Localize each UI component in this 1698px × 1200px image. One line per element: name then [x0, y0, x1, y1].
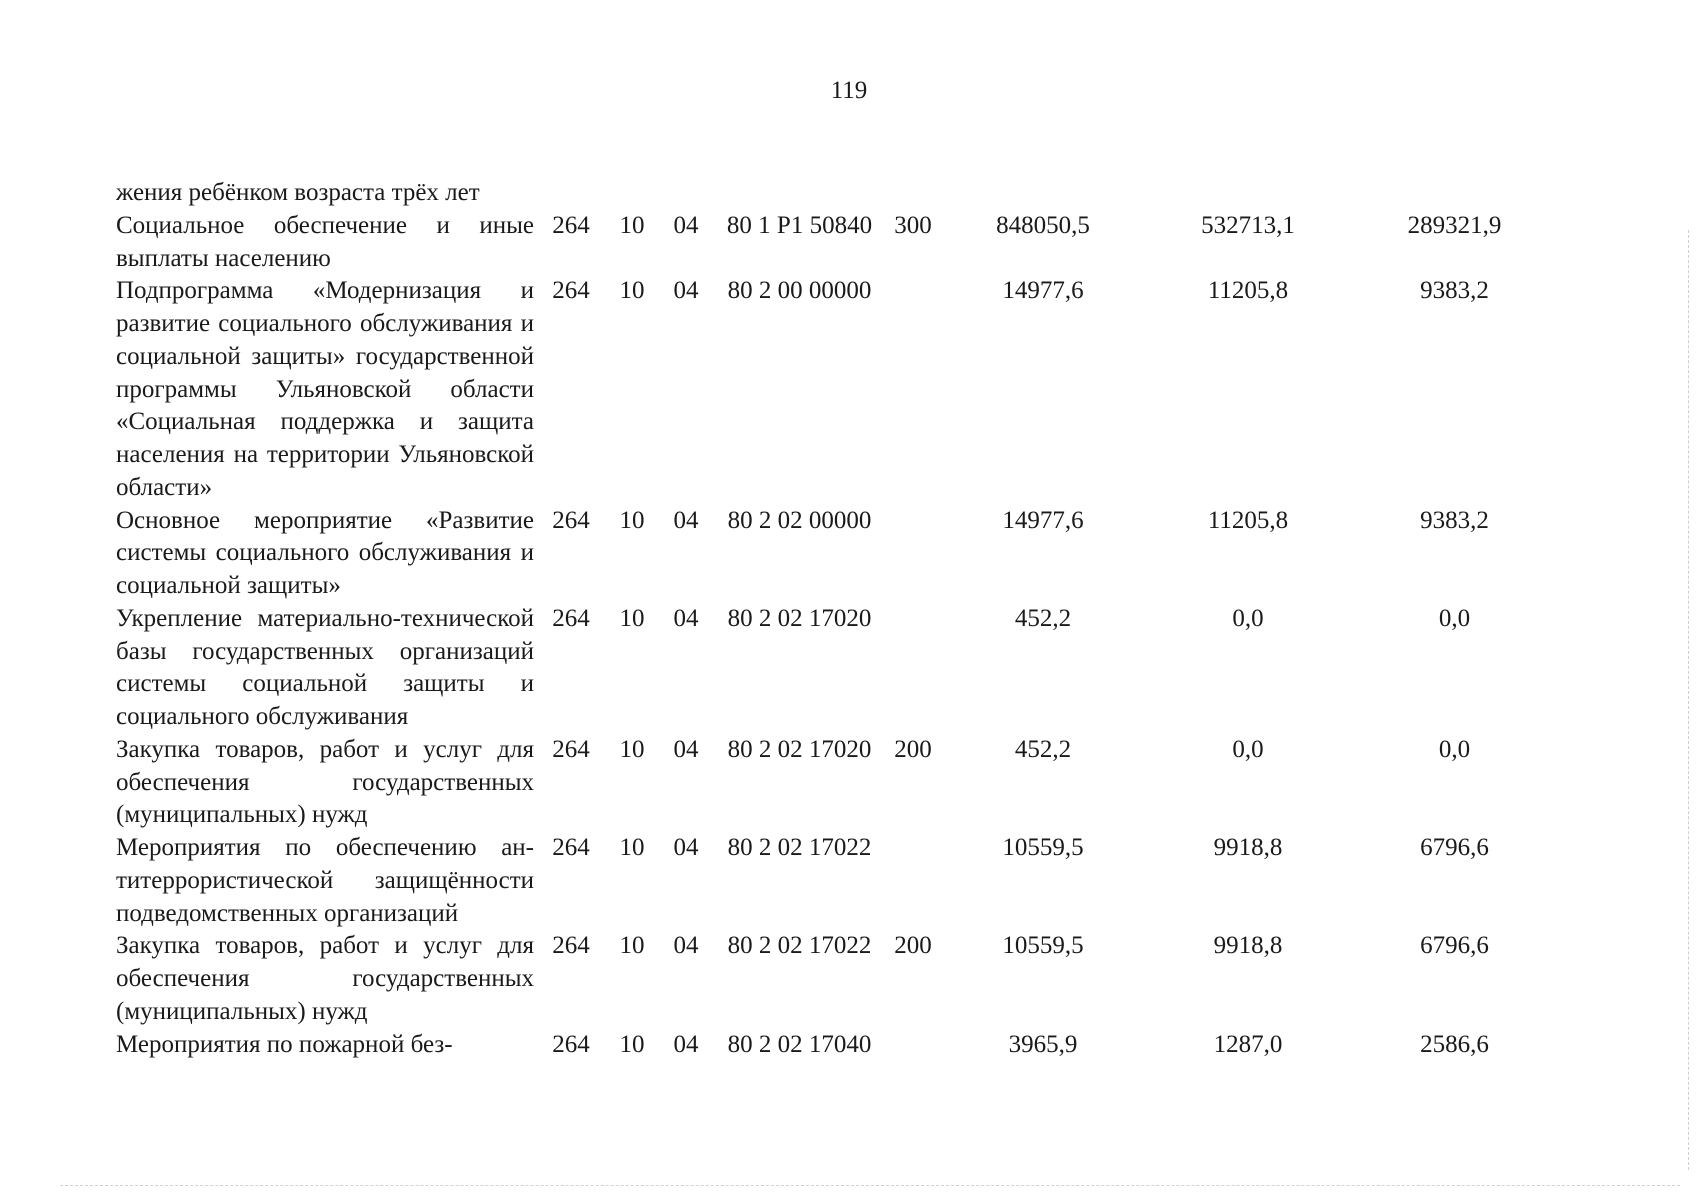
- expense-type-code: 300: [894, 211, 932, 239]
- subsection-code: 04: [673, 506, 699, 534]
- amount-year-1: [943, 177, 1143, 210]
- target-article-code: 80 2 02 17020: [727, 604, 872, 632]
- expense-type-code: [883, 1029, 943, 1062]
- section-code: 10: [619, 932, 645, 960]
- amount-year-1: 452,2: [1014, 735, 1072, 763]
- subsection-code: 04: [673, 932, 699, 960]
- gr-code: 264: [552, 735, 590, 763]
- section-code: 10: [619, 506, 645, 534]
- target-article-code: 80 1 P1 50840: [726, 211, 873, 239]
- gr-code: 264: [552, 506, 590, 534]
- row-name: Основное мероприятие «Развитие системы социального обслуживания и социальной защиты»: [116, 506, 534, 599]
- target-article-code: 80 2 02 17040: [727, 1030, 872, 1058]
- subsection-code: 04: [673, 834, 699, 861]
- gr-code: 264: [552, 211, 590, 239]
- table-row: [116, 210, 1556, 276]
- row-name: Мероприятия по обеспечению антитеррористической защищённости подведомственных организаций: [116, 834, 534, 927]
- table-body: [116, 177, 1556, 1061]
- subsection-code: 04: [673, 1030, 699, 1058]
- expense-type-code: [883, 177, 943, 210]
- section-code: 10: [619, 735, 645, 763]
- amount-year-3: 6796,6: [1420, 834, 1489, 861]
- target-article-code: 80 2 02 17022: [727, 834, 872, 861]
- target-article-code: 80 2 02 17022: [727, 932, 872, 960]
- table-row: [116, 177, 1556, 210]
- subsection-code: [656, 177, 716, 210]
- expense-type-code: [883, 275, 943, 504]
- gr-code: 264: [552, 1030, 590, 1058]
- amount-year-1: 848050,5: [996, 211, 1090, 239]
- row-name: Закупка товаров, работ и услуг для обеспечения государственных (муниципальных) нужд: [116, 735, 534, 829]
- target-article-code: 80 2 00 00000: [727, 277, 872, 305]
- row-name: жения ребёнком возраста трёх лет: [116, 179, 480, 206]
- amount-year-3: 6796,6: [1420, 932, 1489, 960]
- amount-year-3: 0,0: [1438, 735, 1471, 763]
- target-article-code: [716, 177, 883, 210]
- scan-edge-bottom: [60, 1185, 1680, 1186]
- gr-code: 264: [552, 277, 590, 305]
- amount-year-2: 11205,8: [1207, 506, 1289, 534]
- expense-type-code: 200: [894, 932, 932, 960]
- amount-year-3: [1353, 177, 1556, 210]
- section-code: [608, 177, 656, 210]
- expense-type-code: [883, 832, 943, 930]
- amount-year-1: 14977,6: [1002, 277, 1084, 305]
- table-row: [116, 275, 1556, 504]
- gr-code: 264: [552, 834, 590, 861]
- section-code: 10: [619, 211, 645, 239]
- amount-year-1: 10559,5: [1002, 834, 1084, 861]
- expense-type-code: 200: [894, 735, 932, 763]
- row-name: Мероприятия по пожарной без-: [116, 1030, 453, 1058]
- section-code: 10: [619, 834, 645, 861]
- gr-code: 264: [552, 604, 590, 632]
- target-article-code: 80 2 02 00000: [727, 506, 872, 534]
- target-article-code: 80 2 02 17020: [727, 735, 872, 763]
- amount-year-2: 0,0: [1232, 604, 1264, 632]
- amount-year-3: 9383,2: [1420, 506, 1489, 534]
- subsection-code: 04: [673, 211, 699, 239]
- amount-year-3: 2586,6: [1420, 1030, 1489, 1058]
- gr-code: [534, 177, 608, 210]
- amount-year-2: 11205,8: [1207, 277, 1289, 305]
- amount-year-3: 9383,2: [1420, 277, 1489, 305]
- amount-year-2: 0,0: [1232, 735, 1264, 763]
- amount-year-2: 9918,8: [1213, 932, 1283, 960]
- scan-edge-right: [1688, 230, 1689, 1170]
- amount-year-1: 3965,9: [1008, 1030, 1078, 1058]
- page-number: 119: [830, 77, 868, 104]
- section-code: 10: [619, 1030, 645, 1058]
- amount-year-1: 14977,6: [1002, 506, 1084, 534]
- amount-year-3: 0,0: [1438, 604, 1471, 632]
- amount-year-2: 532713,1: [1201, 211, 1295, 239]
- section-code: 10: [619, 604, 645, 632]
- subsection-code: 04: [673, 735, 699, 763]
- row-name: Укрепление материально-технической базы государственных организаций системы социальной защиты и социального обслуживания: [116, 604, 534, 730]
- amount-year-1: 10559,5: [1002, 932, 1084, 960]
- table-row: [116, 505, 1556, 603]
- row-name: Подпрограмма «Модернизация и развитие социального обслуживания и социальной защиты» государственной программы Ульяновской области «Социальная поддержка и защита населения на территории Ульяновской области»: [116, 277, 534, 501]
- row-name: Социальное обеспечение и иные выплаты населению: [116, 211, 534, 272]
- row-name: Закупка товаров, работ и услуг для обеспечения государственных (муниципальных) нужд: [116, 932, 534, 1025]
- expense-type-code: [883, 603, 943, 734]
- amount-year-1: 452,2: [1014, 604, 1072, 632]
- budget-table: [116, 177, 1556, 1061]
- table-row: [116, 734, 1556, 832]
- section-code: 10: [619, 277, 645, 305]
- subsection-code: 04: [673, 604, 699, 632]
- table-row: [116, 603, 1556, 734]
- subsection-code: 04: [673, 277, 699, 305]
- amount-year-2: 9918,8: [1213, 834, 1283, 861]
- table-row: [116, 832, 1556, 930]
- table-row: [116, 1029, 1556, 1062]
- gr-code: 264: [552, 932, 590, 960]
- expense-type-code: [883, 505, 943, 603]
- table-row: [116, 930, 1556, 1028]
- amount-year-2: 1287,0: [1213, 1030, 1283, 1058]
- amount-year-2: [1143, 177, 1353, 210]
- amount-year-3: 289321,9: [1407, 211, 1502, 239]
